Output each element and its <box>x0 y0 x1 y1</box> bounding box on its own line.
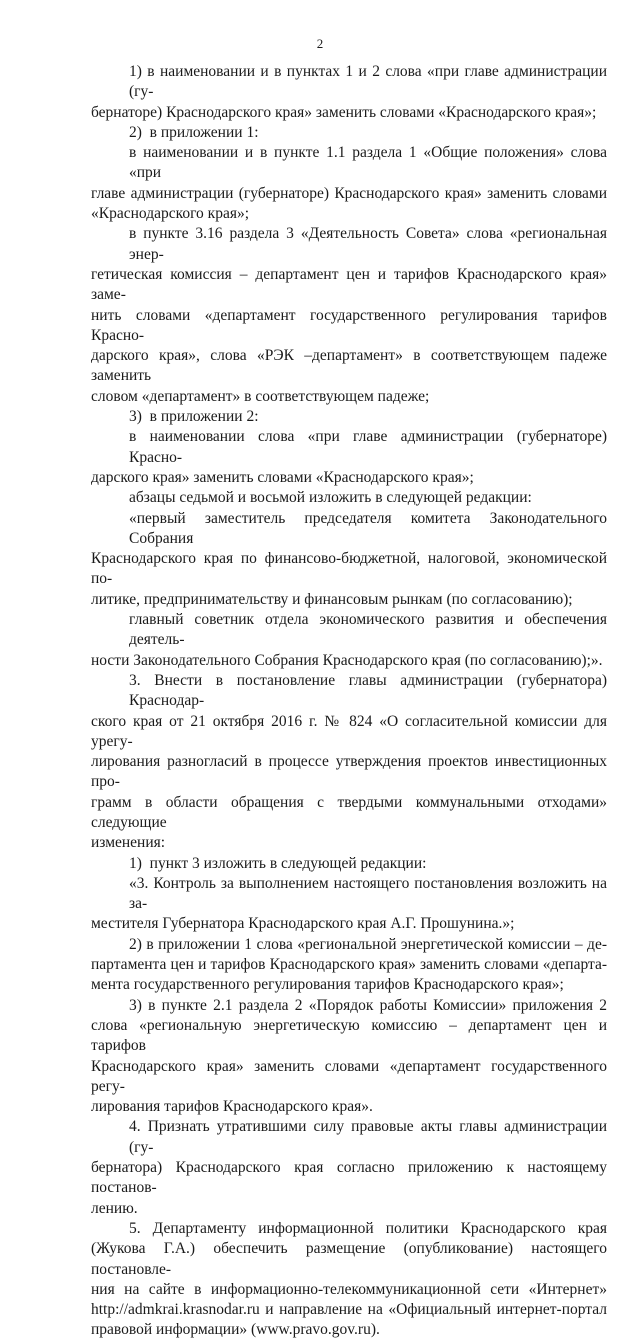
text-line: «Краснодарского края»; <box>91 205 250 223</box>
text-line: 1) пункт 3 изложить в следующей редакции: <box>129 854 427 872</box>
text-line: «3. Контроль за выполнением настоящего постановления возложить на за- <box>129 874 607 913</box>
text-line: главный советник отдела экономического развития и обеспечения деятель- <box>129 611 607 649</box>
text-line: лению. <box>91 1199 138 1217</box>
text-line: ности Законодательного Собрания Краснодарского края (по согласованию);». <box>91 651 603 669</box>
text-line: ния на сайте в информационно-телекоммуникационной сети «Интернет» <box>91 1280 607 1298</box>
text-line: (Жукова Г.А.) обеспечить размещение (опубликование) настоящего постановле- <box>91 1240 607 1278</box>
text-line: 3) в приложении 2: <box>129 408 259 426</box>
text-line: 5. Департаменту информационной политики Краснодарского края <box>129 1219 607 1237</box>
text-line: грамм в области обращения с твердыми коммунальными отходами» следующие <box>91 793 607 831</box>
text-line: бернаторе) Краснодарского края» заменить словами «Краснодарского края»; <box>91 103 597 121</box>
text-line: http://admkrai.krasnodar.ru и направление на «Официальный интернет-портал <box>91 1301 607 1319</box>
text-line: в пункте 3.16 раздела 3 «Деятельность Совета» слова «региональная энер- <box>129 225 607 263</box>
text-line: 2) в приложении 1 слова «региональной энергетической комиссии – де- <box>129 935 607 953</box>
text-line: лирования тарифов Краснодарского края». <box>91 1098 373 1116</box>
text-line: «первый заместитель председателя комитета Законодательного Собрания <box>129 509 607 547</box>
text-line: слова «региональную энергетическую комиссию – департамент цен и тарифов <box>91 1016 607 1055</box>
text-line: лирования разногласий в процессе утверждения проектов инвестиционных про- <box>91 753 607 791</box>
text-line: литике, предпринимательству и финансовым рынкам (по согласованию); <box>91 590 573 608</box>
text-line: партамента цен и тарифов Краснодарского края» заменить словами «департа- <box>91 956 607 974</box>
text-line: Краснодарского края» заменить словами «департамент государственного регу- <box>91 1057 607 1095</box>
text-line: изменения: <box>91 834 166 852</box>
document-body <box>91 62 607 1341</box>
text-line: 3. Внести в постановление главы администрации (губернатора) Краснодар- <box>129 671 607 710</box>
text-line: правовой информации» (www.pravo.gov.ru). <box>91 1321 380 1339</box>
text-line: в наименовании и в пункте 1.1 раздела 1 «Общие положения» слова «при <box>129 144 607 182</box>
text-line: ского края от 21 октября 2016 г. № 824 «О согласительной комиссии для урегу- <box>91 712 607 750</box>
text-line: абзацы седьмой и восьмой изложить в следующей редакции: <box>129 489 532 507</box>
text-line: словом «департамент» в соответствующем падеже; <box>91 387 430 405</box>
text-line: 4. Признать утратившими силу правовые акты главы администрации (гу- <box>129 1118 607 1156</box>
text-line: дарского края», слова «РЭК –департамент» в соответствующем падеже заменить <box>91 347 607 385</box>
text-line: Краснодарского края по финансово-бюджетной, налоговой, экономической по- <box>91 550 607 588</box>
text-line: 1) в наименовании и в пунктах 1 и 2 слова «при главе администрации (гу- <box>129 63 607 101</box>
page-number: 2 <box>316 36 324 51</box>
text-line: гетическая комиссия – департамент цен и тарифов Краснодарского края» заме- <box>91 265 607 304</box>
text-line: дарского края» заменить словами «Краснодарского края»; <box>91 468 474 486</box>
text-line: в наименовании слова «при главе администрации (губернаторе) Красно- <box>129 428 607 466</box>
text-line: главе администрации (губернаторе) Краснодарского края» заменить словами <box>91 184 607 202</box>
text-line: бернатора) Краснодарского края согласно приложению к настоящему постанов- <box>91 1159 607 1197</box>
text-line: 2) в приложении 1: <box>129 123 259 141</box>
text-line: нить словами «департамент государственного регулирования тарифов Красно- <box>91 306 607 344</box>
text-line: мента государственного регулирования тарифов Краснодарского края»; <box>91 976 564 994</box>
text-line: 3) в пункте 2.1 раздела 2 «Порядок работы Комиссии» приложения 2 <box>129 996 607 1014</box>
text-line: местителя Губернатора Краснодарского края А.Г. Прошунина.»; <box>91 915 515 933</box>
